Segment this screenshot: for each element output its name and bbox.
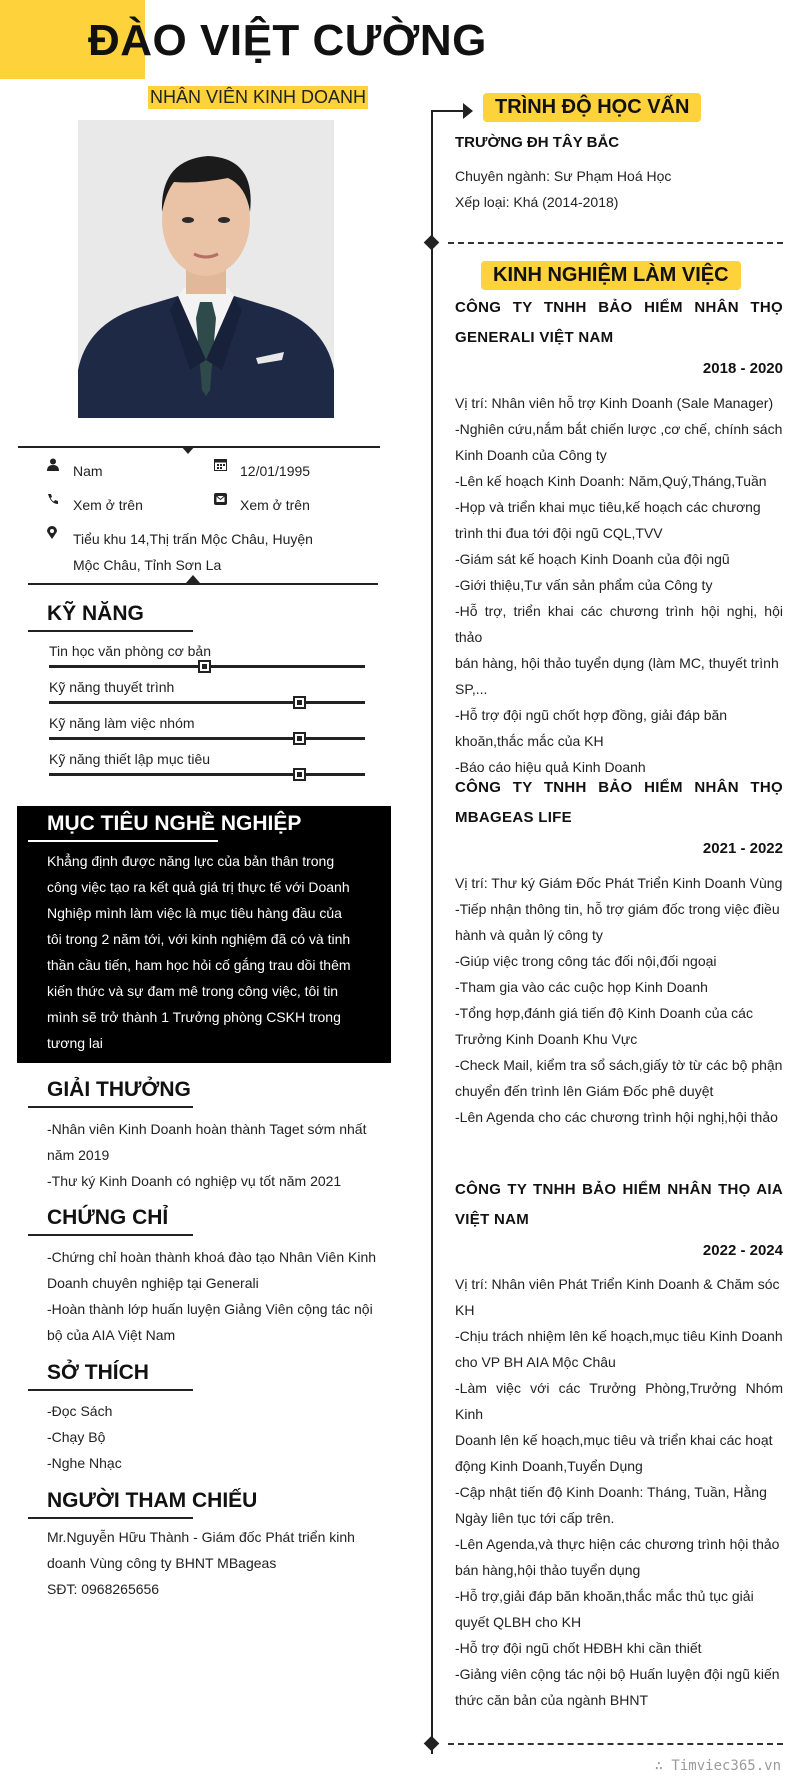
job-years: 2018 - 2020 — [702, 360, 783, 377]
profile-photo-illustration — [78, 120, 334, 418]
text-line: -Giúp việc trong công tác đối nội,đối ngoại — [455, 953, 717, 969]
text-line: -Đọc Sách — [47, 1403, 113, 1419]
skills-title-underline — [28, 630, 193, 632]
text-line: hành và quản lý công ty — [455, 927, 603, 943]
skill-bar — [49, 701, 365, 704]
candidate-position: NHÂN VIÊN KINH DOANH — [150, 87, 367, 107]
skill-bar — [49, 737, 365, 740]
info-email — [214, 492, 310, 518]
skill-label: Tin học văn phòng cơ bản — [49, 643, 211, 659]
info-top-pointer — [181, 446, 195, 454]
text-line: -Tham gia vào các cuộc họp Kinh Doanh — [455, 979, 708, 995]
text-line: kiến thức và sự đam mê trong công việc, tôi tin — [47, 983, 339, 999]
text-line: Kinh Doanh của Công ty — [455, 447, 607, 463]
text-line: Vị trí: Nhân viên hỗ trợ Kinh Doanh (Sale Manager) — [455, 395, 774, 411]
info-birthday-value: 12/01/1995 — [240, 463, 311, 479]
education-major: Chuyên ngành: Sư Phạm Hoá Học — [455, 168, 672, 184]
skill-level-marker — [293, 696, 306, 709]
text-line: -Chịu trách nhiệm lên kế hoạch,mục tiêu Kinh Doanh — [455, 1328, 783, 1344]
career-goal-text — [47, 848, 359, 1056]
text-line: Vị trí: Thư ký Giám Đốc Phát Triển Kinh Doanh Vùng — [455, 875, 783, 891]
text-line: quyết QLBH cho KH — [455, 1614, 582, 1630]
map-pin-icon — [47, 526, 73, 542]
section-dashed-divider — [448, 1743, 783, 1745]
text-line: -Chạy Bộ — [47, 1429, 106, 1445]
text-line: Doanh chuyên nghiệp tại Generali — [47, 1275, 259, 1291]
info-bottom-pointer — [186, 575, 200, 583]
info-bottom-divider — [28, 583, 378, 585]
education-title: TRÌNH ĐỘ HỌC VẤN — [483, 93, 701, 122]
job-description — [455, 1271, 783, 1713]
info-phone-value: Xem ở trên — [73, 497, 143, 513]
awards-title-underline — [28, 1106, 193, 1108]
hobbies-text — [47, 1398, 381, 1476]
skill-label: Kỹ năng thiết lập mục tiêu — [49, 751, 211, 767]
user-icon — [47, 458, 73, 474]
text-line: -Check Mail, kiểm tra sổ sách,giấy tờ từ các bộ phận — [455, 1057, 783, 1073]
text-line: Nghiệp mình làm việc là mục tiêu hàng đầu của — [47, 905, 342, 921]
text-line: bộ của AIA Việt Nam — [47, 1327, 176, 1343]
text-line: tương lai — [47, 1035, 103, 1051]
text-line: Mr.Nguyễn Hữu Thành - Giám đốc Phát triển kinh — [47, 1529, 355, 1545]
references-text — [47, 1524, 381, 1602]
text-line: mình sẽ trở thành 1 Trưởng phòng CSKH trong — [47, 1009, 341, 1025]
certificates-text — [47, 1244, 381, 1348]
career-goal-title: MỤC TIÊU NGHỀ NGHIỆP — [47, 812, 302, 835]
timeline-diamond-icon — [424, 235, 440, 251]
text-line: -Báo cáo hiệu quả Kinh Doanh — [455, 759, 646, 775]
skill-level-marker — [198, 660, 211, 673]
references-title-underline — [28, 1517, 193, 1519]
career-goal-underline — [28, 840, 218, 842]
text-line: -Lên Agenda,và thực hiện các chương trình hội thảo — [455, 1536, 780, 1552]
awards-title: GIẢI THƯỞNG — [47, 1078, 191, 1101]
timeline-arrow-icon — [463, 103, 473, 119]
text-line: -Tiếp nhận thông tin, hỗ trợ giám đốc trong việc điều — [455, 901, 780, 917]
job-company: CÔNG TY TNHH BẢO HIỂM NHÂN THỌ MBAGEAS LIFE — [455, 779, 783, 826]
job-years: 2022 - 2024 — [702, 1242, 783, 1259]
text-line: năm 2019 — [47, 1147, 110, 1163]
info-gender — [47, 458, 103, 484]
text-line: Vị trí: Nhân viên Phát Triển Kinh Doanh & Chăm sóc — [455, 1276, 780, 1292]
text-line: Khẳng định được năng lực của bản thân trong — [47, 853, 335, 869]
text-line: -Hỗ trợ,giải đáp băn khoăn,thắc mắc thủ tục giải — [455, 1588, 754, 1604]
info-gender-value: Nam — [73, 463, 103, 479]
text-line: -Hỗ trợ đội ngũ chốt HĐBH khi cần thiết — [455, 1640, 702, 1656]
text-line: -Nhân viên Kinh Doanh hoàn thành Taget sớm nhất — [47, 1121, 367, 1137]
calendar-icon — [214, 458, 240, 474]
job-description — [455, 390, 783, 780]
timeline-diamond-icon — [424, 1736, 440, 1752]
info-phone — [47, 492, 143, 518]
email-icon — [214, 492, 240, 508]
text-line: thần cầu tiến, ham học hỏi cố gắng trau dồi thêm — [47, 957, 351, 973]
skill-level-marker — [293, 768, 306, 781]
text-line: -Cập nhật tiến độ Kinh Doanh: Tháng, Tuần, Hằng — [455, 1484, 767, 1500]
text-line: chuyển đến trình lên Giám Đốc phê duyệt — [455, 1083, 714, 1099]
awards-text — [47, 1116, 381, 1194]
hobbies-title: SỞ THÍCH — [47, 1361, 149, 1384]
text-line: bán hàng, hội thảo tuyển dụng (làm MC, thuyết trình — [455, 655, 779, 671]
info-top-divider — [18, 446, 380, 448]
text-line: -Giảng viên cộng tác nội bộ Huấn luyện đội ngũ kiến — [455, 1666, 780, 1682]
skill-label: Kỹ năng làm việc nhóm — [49, 715, 195, 731]
text-line: -Giới thiệu,Tư vấn sản phẩm của Công ty — [455, 577, 713, 593]
text-line: khoăn,thắc mắc của KH — [455, 733, 604, 749]
skills-title: KỸ NĂNG — [47, 602, 144, 625]
job-company: CÔNG TY TNHH BẢO HIỂM NHÂN THỌ AIA VIỆT NAM — [455, 1181, 783, 1228]
text-line: công việc tạo ra kết quả giá trị thực tế với Doanh — [47, 879, 350, 895]
info-address — [47, 526, 337, 578]
text-line: -Hoàn thành lớp huấn luyện Giảng Viên cộng tác nội — [47, 1301, 373, 1317]
watermark: ∴ Timviec365.vn — [654, 1758, 781, 1774]
skill-level-marker — [293, 732, 306, 745]
text-line: -Nghe Nhạc — [47, 1455, 122, 1471]
text-line: -Làm việc với các Trưởng Phòng,Trưởng Nhóm Kinh — [455, 1380, 783, 1422]
text-line: -Hỗ trợ, triển khai các chương trình hội nghị, hội thảo — [455, 603, 783, 645]
text-line: -Lên kế hoạch Kinh Doanh: Năm,Quý,Tháng,Tuần — [455, 473, 767, 489]
text-line: -Giám sát kế hoạch Kinh Doanh của đội ngũ — [455, 551, 730, 567]
job-description — [455, 870, 783, 1130]
experience-title: KINH NGHIỆM LÀM VIỆC — [481, 261, 741, 290]
timeline-line — [431, 112, 433, 1754]
text-line: -Lên Agenda cho các chương trình hội nghị,hội thảo — [455, 1109, 778, 1125]
info-address-line: Mộc Châu, Tỉnh Sơn La — [73, 557, 222, 573]
text-line: -Nghiên cứu,nắm bắt chiến lược ,cơ chế, chính sách — [455, 421, 783, 437]
info-email-value: Xem ở trên — [240, 497, 310, 513]
education-details — [455, 163, 785, 215]
text-line: Doanh lên kế hoạch,mục tiêu và triển khai các hoạt — [455, 1432, 773, 1448]
text-line: -Chứng chỉ hoàn thành khoá đào tạo Nhân Viên Kinh — [47, 1249, 377, 1265]
certificates-title-underline — [28, 1234, 193, 1236]
text-line: Ngày liên tục tới cấp trên. — [455, 1510, 615, 1526]
education-rank: Xếp loại: Khá (2014-2018) — [455, 194, 619, 210]
job-years: 2021 - 2022 — [702, 840, 783, 857]
text-line: Trưởng Kinh Doanh Khu Vực — [455, 1031, 638, 1047]
text-line: thức căn bản của ngành BHNT — [455, 1692, 649, 1708]
text-line: -Tổng hợp,đánh giá tiến độ Kinh Doanh của các — [455, 1005, 753, 1021]
certificates-title: CHỨNG CHỈ — [47, 1206, 169, 1229]
text-line: SĐT: 0968265656 — [47, 1581, 160, 1597]
text-line: động Kinh Doanh,Tuyển Dụng — [455, 1458, 643, 1474]
text-line: bán hàng,hội thảo tuyển dụng — [455, 1562, 641, 1578]
section-dashed-divider — [448, 242, 783, 244]
text-line: tôi trong 2 năm tới, với kinh nghiệm đã có và tinh — [47, 931, 351, 947]
text-line: -Họp và triển khai mục tiêu,kế hoạch các chương — [455, 499, 761, 515]
text-line: trình thi đua tới đội ngũ CQL,TVV — [455, 525, 663, 541]
job-company: CÔNG TY TNHH BẢO HIỂM NHÂN THỌ GENERALI VIỆT NAM — [455, 299, 783, 346]
info-address-line: Tiểu khu 14,Thị trấn Mộc Châu, Huyện — [73, 531, 313, 547]
text-line: -Hỗ trợ đội ngũ chốt hợp đồng, giải đáp băn — [455, 707, 728, 723]
text-line: cho VP BH AIA Mộc Châu — [455, 1354, 616, 1370]
text-line: doanh Vùng công ty BHNT MBageas — [47, 1555, 277, 1571]
text-line: SP,... — [455, 681, 488, 697]
phone-icon — [47, 492, 73, 508]
info-birthday — [214, 458, 310, 484]
info-address-value — [73, 526, 313, 578]
candidate-name: ĐÀO VIỆT CƯỜNG — [88, 16, 487, 65]
profile-photo — [78, 120, 334, 418]
skill-label: Kỹ năng thuyết trình — [49, 679, 175, 695]
text-line: -Thư ký Kinh Doanh có nghiệp vụ tốt năm 2021 — [47, 1173, 342, 1189]
text-line: KH — [455, 1302, 475, 1318]
hobbies-title-underline — [28, 1389, 193, 1391]
education-school: TRƯỜNG ĐH TÂY BẮC — [455, 134, 620, 151]
skill-bar — [49, 773, 365, 776]
references-title: NGƯỜI THAM CHIẾU — [47, 1489, 258, 1512]
